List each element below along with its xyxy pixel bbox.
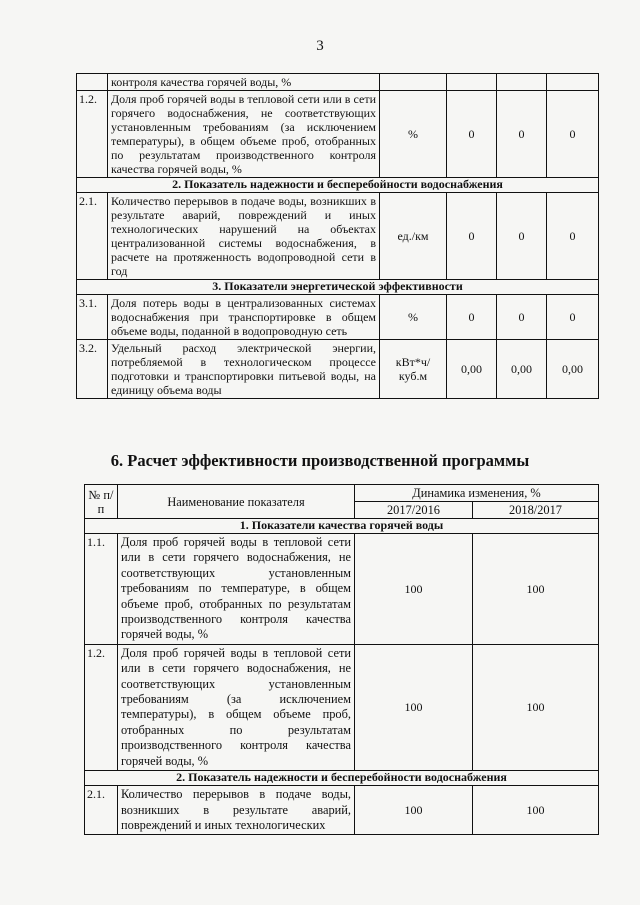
unit-cell: кВт*ч/ куб.м bbox=[380, 340, 447, 399]
section-header bbox=[77, 280, 599, 295]
row-number bbox=[77, 74, 108, 91]
unit-cell: % bbox=[380, 295, 447, 340]
row-number: 2.1. bbox=[85, 786, 118, 835]
indicator-name: Доля потерь воды в централизованных системах водоснабжения при транспортировке в общем объеме воды, поданной в водопроводную сеть bbox=[108, 295, 380, 340]
table-row bbox=[77, 295, 599, 340]
value-cell: 0 bbox=[497, 91, 547, 178]
value-cell: 100 bbox=[473, 786, 599, 835]
header-number: № п/п bbox=[85, 485, 118, 519]
unit-cell: ед./км bbox=[380, 193, 447, 280]
row-number: 1.1. bbox=[85, 534, 118, 645]
indicator-name: Доля проб горячей воды в тепловой сети или в сети горячего водоснабжения, не соответствующих установленным требованиям (за исключением температуры), в общем объеме проб, отобранных по результатам производственного контроля качества горячей воды, % bbox=[108, 91, 380, 178]
row-number: 3.1. bbox=[77, 295, 108, 340]
table-header-row bbox=[85, 485, 599, 502]
indicator-name: Доля проб горячей воды в тепловой сети или в сети горячего водоснабжения, не соответствующих установленным требованиям по температуре, в общем объеме проб, отобранных по результатам производственного контроля качества горячей воды, % bbox=[118, 534, 355, 645]
value-cell: 0,00 bbox=[497, 340, 547, 399]
table-row bbox=[77, 74, 599, 91]
section-title: 2. Показатель надежности и бесперебойности водоснабжения bbox=[77, 178, 599, 193]
row-number: 1.2. bbox=[85, 644, 118, 770]
value-cell: 100 bbox=[473, 644, 599, 770]
section-heading: 6. Расчет эффективности производственной программы bbox=[110, 451, 530, 470]
indicator-name: Количество перерывов в подаче воды, возникших в результате аварий, повреждений и иных технологических bbox=[118, 786, 355, 835]
row-number: 3.2. bbox=[77, 340, 108, 399]
value-cell: 100 bbox=[355, 786, 473, 835]
value-cell: 0 bbox=[447, 295, 497, 340]
value-cell: 0,00 bbox=[447, 340, 497, 399]
section-header bbox=[77, 178, 599, 193]
section-title: 2. Показатель надежности и бесперебойности водоснабжения bbox=[85, 771, 599, 786]
value-cell: 0 bbox=[497, 193, 547, 280]
section-title: 3. Показатели энергетической эффективности bbox=[77, 280, 599, 295]
value-cell: 0 bbox=[447, 193, 497, 280]
unit-cell: % bbox=[380, 91, 447, 178]
value-cell: 0 bbox=[497, 295, 547, 340]
indicator-name: Доля проб горячей воды в тепловой сети или в сети горячего водоснабжения, не соответствующих установленным требованиям (за исключением температуры), в общем объеме проб, отобранных по результатам производственного контроля качества горячей воды, % bbox=[118, 644, 355, 770]
table-row bbox=[85, 644, 599, 770]
table-row bbox=[77, 340, 599, 399]
value-cell: 100 bbox=[355, 534, 473, 645]
value-cell: 100 bbox=[355, 644, 473, 770]
row-number: 1.2. bbox=[77, 91, 108, 178]
page-number: 3 bbox=[316, 38, 324, 54]
table-row bbox=[77, 91, 599, 178]
table-row bbox=[85, 534, 599, 645]
indicator-name: контроля качества горячей воды, % bbox=[108, 74, 380, 91]
section-header bbox=[85, 519, 599, 534]
section-header bbox=[85, 771, 599, 786]
value-cell: 100 bbox=[473, 534, 599, 645]
efficiency-table bbox=[84, 484, 599, 835]
value-cell: 0 bbox=[547, 295, 599, 340]
value-cell: 0,00 bbox=[547, 340, 599, 399]
section-title: 1. Показатели качества горячей воды bbox=[85, 519, 599, 534]
table-row bbox=[85, 786, 599, 835]
header-period-2: 2018/2017 bbox=[473, 502, 599, 519]
header-indicator-name: Наименование показателя bbox=[118, 485, 355, 519]
indicators-table bbox=[76, 73, 599, 399]
header-dynamics: Динамика изменения, % bbox=[355, 485, 599, 502]
table-row bbox=[77, 193, 599, 280]
value-cell: 0 bbox=[547, 193, 599, 280]
row-number: 2.1. bbox=[77, 193, 108, 280]
indicator-name: Удельный расход электрической энергии, потребляемой в технологическом процессе подготовки и транспортировки питьевой воды, на единицу объема воды bbox=[108, 340, 380, 399]
value-cell: 0 bbox=[547, 91, 599, 178]
header-period-1: 2017/2016 bbox=[355, 502, 473, 519]
value-cell: 0 bbox=[447, 91, 497, 178]
indicator-name: Количество перерывов в подаче воды, возникших в результате аварий, повреждений и иных технологических нарушений на объектах централизованной системы водоснабжения, в расчете на протяженность водопроводной сети в год bbox=[108, 193, 380, 280]
